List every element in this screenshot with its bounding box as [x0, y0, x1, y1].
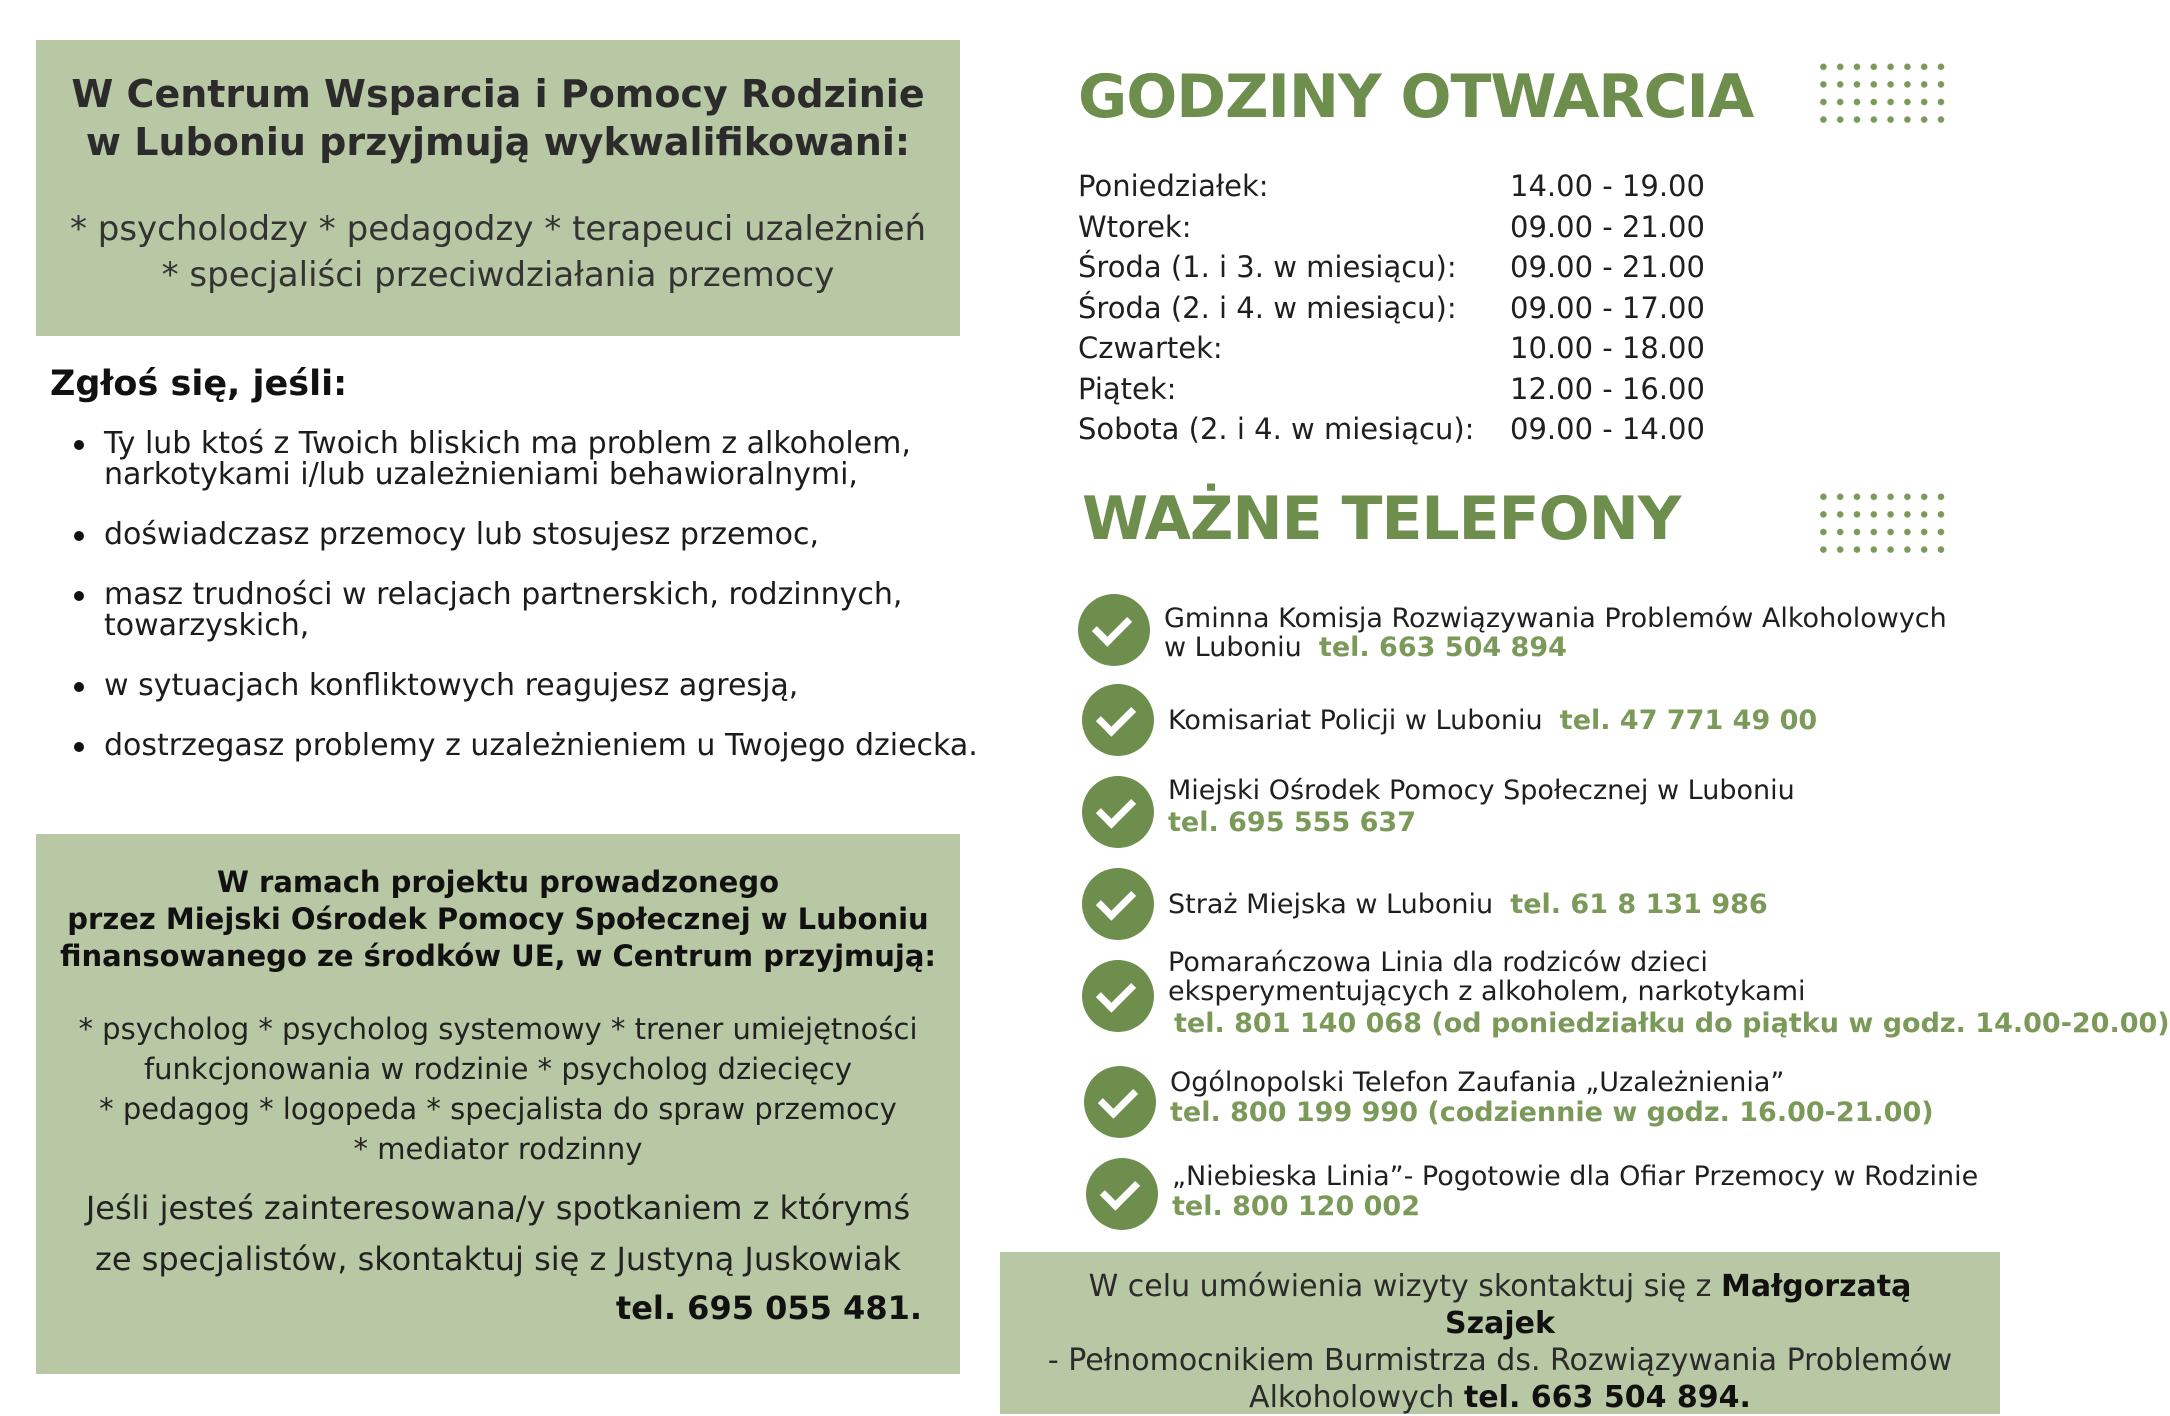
- hours-time: 09.00 - 21.00: [1510, 209, 1705, 244]
- report-heading: Zgłoś się, jeśli:: [50, 364, 348, 404]
- phone-item-text: Ogólnopolski Telefon Zaufania „Uzależnienia” tel. 800 199 990 (codziennie w godz. 16.00-21.00): [1170, 1067, 1934, 1128]
- hours-day: Środa (2. i 4. w miesiącu):: [1078, 290, 1457, 325]
- criteria-item: Ty lub ktoś z Twoich bliskich ma problem z alkoholem, narkotykami i/lub uzależnieniami behawioralnymi,: [104, 428, 1004, 490]
- criteria-item: w sytuacjach konfliktowych reagujesz agresją,: [104, 670, 1004, 701]
- appointment-phone: tel. 663 504 894.: [1463, 1380, 1751, 1415]
- hours-time: 09.00 - 14.00: [1510, 412, 1705, 446]
- hours-row: [1078, 288, 1778, 329]
- criteria-item: masz trudności w relacjach partnerskich, rodzinnych, towarzyskich,: [104, 579, 1004, 641]
- dot-grid-icon: [1815, 58, 1949, 130]
- criteria-item: dostrzegasz problemy z uzależnieniem u Twojego dziecka.: [104, 730, 1004, 761]
- dot-grid-icon: [1815, 488, 1949, 560]
- phone-item-text: Pomarańczowa Linia dla rodziców dzieci eksperymentujących z alkoholem, narkotykami tel. 801 140 068 (od poniedziałku do piątku w godz. 14.00-20.00): [1168, 947, 2170, 1039]
- hours-row: [1078, 369, 1778, 410]
- check-circle-icon: [1082, 776, 1154, 848]
- phone-number: tel. 61 8 131 986: [1510, 889, 1768, 920]
- hours-day: Czwartek:: [1078, 331, 1223, 365]
- appointment-text: W celu umówienia wizyty skontaktuj się z Małgorzatą Szajek - Pełnomocnikiem Burmistrza ds. Rozwiązywania Problemów Alkoholowych tel. 663 504 894.: [1047, 1269, 1953, 1415]
- phone-number: tel. 663 504 894: [1318, 632, 1567, 663]
- phone-item-text: Straż Miejska w Luboniu tel. 61 8 131 986: [1168, 889, 1768, 920]
- qualified-specialists-box: [36, 40, 960, 336]
- hours-row: [1078, 409, 1778, 450]
- hours-row: [1078, 247, 1778, 288]
- check-circle-icon: [1082, 868, 1154, 940]
- project-specialists: * psycholog * psycholog systemowy * trener umiejętności funkcjonowania w rodzinie * psycholog dziecięcy * pedagog * logopeda * specjalista do spraw przemocy * mediator rodzinny: [78, 1012, 918, 1166]
- phone-item-text: Gminna Komisja Rozwiązywania Problemów Alkoholowych w Luboniu tel. 663 504 894: [1164, 603, 1947, 663]
- check-circle-icon: [1078, 594, 1150, 666]
- contact-phone: tel. 695 055 481.: [615, 1289, 922, 1327]
- hours-time: 10.00 - 18.00: [1510, 331, 1705, 365]
- phone-number: tel. 801 140 068 (od poniedziałku do piątku w godz. 14.00-20.00): [1174, 1008, 2170, 1039]
- project-box: [36, 834, 960, 1374]
- phone-number: tel. 47 771 49 00: [1559, 705, 1818, 736]
- hours-row: [1078, 207, 1778, 248]
- hours-row: [1078, 166, 1778, 207]
- criteria-item: doświadczasz przemocy lub stosujesz przemoc,: [104, 519, 1004, 550]
- center-heading: W Centrum Wsparcia i Pomocy Rodzinie w Luboniu przyjmują wykwalifikowani:: [71, 72, 925, 164]
- criteria-list: [52, 428, 1004, 790]
- contact-name: Małgorzatą Szajek: [1445, 1269, 1912, 1341]
- hours-day: Piątek:: [1078, 371, 1177, 406]
- appointment-box: [1000, 1252, 2000, 1414]
- hours-title: GODZINY OTWARCIA: [1078, 62, 1754, 132]
- hours-time: 12.00 - 16.00: [1510, 371, 1705, 406]
- check-circle-icon: [1082, 960, 1154, 1032]
- phone-number: tel. 695 555 637: [1168, 807, 1417, 838]
- hours-time: 09.00 - 17.00: [1510, 290, 1705, 325]
- phone-number: tel. 800 199 990 (codziennie w godz. 16.00-21.00): [1170, 1097, 1934, 1128]
- hours-day: Poniedziałek:: [1078, 169, 1269, 203]
- phone-item-text: „Niebieska Linia”- Pogotowie dla Ofiar Przemocy w Rodzinie tel. 800 120 002: [1172, 1161, 1979, 1222]
- hours-time: 14.00 - 19.00: [1510, 169, 1705, 203]
- opening-hours-table: [1078, 166, 1778, 450]
- hours-row: [1078, 328, 1778, 369]
- check-circle-icon: [1084, 1066, 1156, 1138]
- hours-day: Sobota (2. i 4. w miesiącu):: [1078, 412, 1475, 446]
- phone-item-text: Miejski Ośrodek Pomocy Społecznej w Luboniu tel. 695 555 637: [1168, 775, 1795, 838]
- phone-number: tel. 800 120 002: [1172, 1191, 1421, 1222]
- hours-day: Wtorek:: [1078, 209, 1192, 244]
- hours-day: Środa (1. i 3. w miesiącu):: [1078, 250, 1457, 284]
- check-circle-icon: [1082, 684, 1154, 756]
- specialists-list: * psycholodzy * pedagodzy * terapeuci uzależnień * specjaliści przeciwdziałania przemocy: [69, 209, 927, 295]
- contact-text: Jeśli jesteś zainteresowana/y spotkaniem z którymś ze specjalistów, skontaktuj się z Justyną Juskowiak: [85, 1189, 911, 1278]
- phones-title: WAŻNE TELEFONY: [1082, 484, 1681, 554]
- project-heading: W ramach projektu prowadzonego przez Miejski Ośrodek Pomocy Społecznej w Luboniu finansowanego ze środków UE, w Centrum przyjmują:: [59, 865, 937, 973]
- phone-item-text: Komisariat Policji w Luboniu tel. 47 771 49 00: [1168, 705, 1818, 736]
- check-circle-icon: [1086, 1158, 1158, 1230]
- hours-time: 09.00 - 21.00: [1510, 250, 1705, 284]
